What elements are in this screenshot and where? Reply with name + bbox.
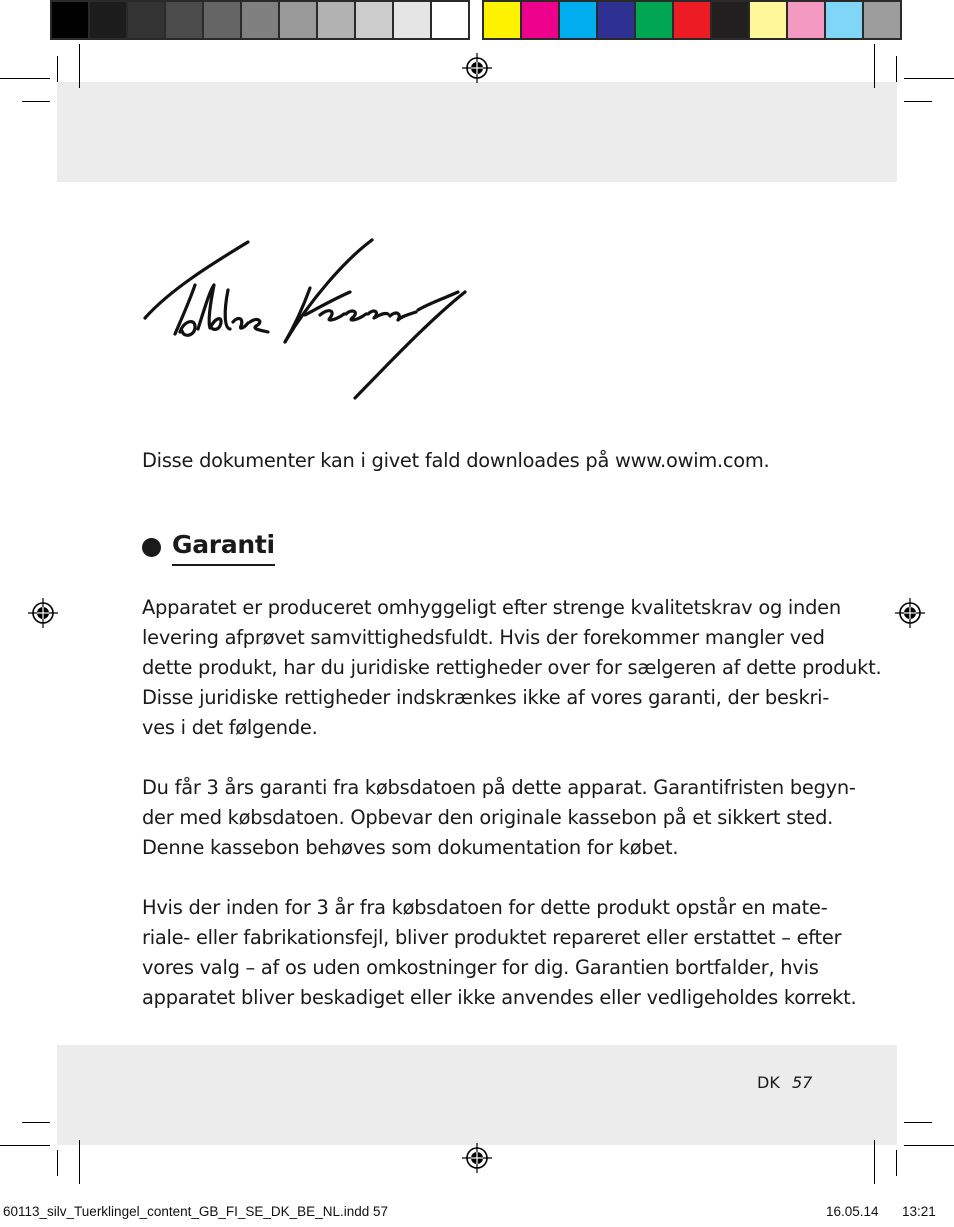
signature: [140, 230, 480, 405]
color-swatch: [636, 2, 672, 38]
color-swatch: [598, 2, 634, 38]
text-line: Apparatet er produceret omhyggeligt efter strenge kvalitetskrav og inden: [142, 596, 841, 619]
color-swatch: [674, 2, 710, 38]
section-title: Garanti: [172, 528, 275, 566]
paragraph-2: [142, 773, 856, 863]
color-swatch: [318, 2, 354, 38]
text-line: Du får 3 års garanti fra købsdatoen på dette apparat. Garantifristen begyn-: [142, 776, 856, 799]
page-number: 57: [792, 1073, 813, 1092]
crop-mark: [874, 1140, 875, 1184]
crop-mark: [0, 1145, 50, 1146]
text-line: ves i det følgende.: [142, 716, 318, 739]
color-swatch: [864, 2, 900, 38]
text-line: levering afprøvet samvittighedsfuldt. Hvis der forekommer mangler ved: [142, 626, 825, 649]
text-line: Denne kassebon behøves som dokumentation for købet.: [142, 836, 679, 859]
color-swatch: [128, 2, 164, 38]
crop-mark: [57, 1150, 58, 1176]
registration-mark-icon: [462, 1143, 492, 1173]
crop-mark: [57, 56, 58, 82]
process-color-bar: [482, 0, 902, 40]
crop-mark: [904, 101, 932, 102]
text-line: Hvis der inden for 3 år fra købsdatoen for dette produkt opstår en mate-: [142, 896, 828, 919]
color-swatch: [484, 2, 520, 38]
header-band: [57, 82, 897, 182]
footer-band: [57, 1045, 897, 1145]
color-swatch: [204, 2, 240, 38]
crop-mark: [874, 44, 875, 88]
crop-mark: [896, 1150, 897, 1176]
color-swatch: [712, 2, 748, 38]
color-swatch: [242, 2, 278, 38]
text-line: riale- eller fabrikationsfejl, bliver produktet repareret eller erstattet – efter: [142, 926, 842, 949]
registration-mark-icon: [462, 53, 492, 83]
paragraph-1: [142, 593, 882, 743]
slug-time: 13:21: [902, 1204, 936, 1219]
color-swatch: [788, 2, 824, 38]
registration-mark-icon: [895, 598, 925, 628]
crop-mark: [904, 78, 954, 79]
registration-mark-icon: [28, 598, 58, 628]
color-swatch: [560, 2, 596, 38]
crop-mark: [0, 78, 50, 79]
crop-mark: [79, 1140, 80, 1184]
section-heading: [142, 528, 822, 566]
color-swatch: [166, 2, 202, 38]
crop-mark: [79, 44, 80, 88]
color-swatch: [52, 2, 88, 38]
color-swatch: [356, 2, 392, 38]
text-line: der med købsdatoen. Opbevar den originale kassebon på et sikkert sted.: [142, 806, 834, 829]
color-swatch: [394, 2, 430, 38]
crop-mark: [904, 1122, 932, 1123]
text-line: apparatet bliver beskadiget eller ikke anvendes eller vedligeholdes korrekt.: [142, 986, 857, 1009]
bullet-icon: [142, 538, 161, 557]
slug-date: 16.05.14: [826, 1204, 879, 1219]
text-line: vores valg – af os uden omkostninger for dig. Garantien bortfalder, hvis: [142, 956, 819, 979]
color-swatch: [90, 2, 126, 38]
color-swatch: [280, 2, 316, 38]
crop-mark: [896, 56, 897, 82]
crop-mark: [22, 1122, 50, 1123]
text-line: Disse juridiske rettigheder indskrænkes ikke af vores garanti, der beskri-: [142, 686, 830, 709]
color-swatch: [826, 2, 862, 38]
color-swatch: [432, 2, 468, 38]
grayscale-color-bar: [50, 0, 470, 40]
crop-mark: [904, 1145, 954, 1146]
footer-language: DK: [757, 1073, 780, 1092]
download-note: [142, 446, 822, 476]
text-line: dette produkt, har du juridiske rettigheder over for sælgeren af dette produkt.: [142, 656, 882, 679]
crop-mark: [22, 101, 50, 102]
paragraph-3: [142, 893, 857, 1013]
download-note-text: Disse dokumenter kan i givet fald downloades på www.owim.com.: [142, 449, 770, 472]
slug-filename: 60113_silv_Tuerklingel_content_GB_FI_SE_DK_BE_NL.indd 57: [3, 1204, 388, 1219]
color-swatch: [750, 2, 786, 38]
color-swatch: [522, 2, 558, 38]
